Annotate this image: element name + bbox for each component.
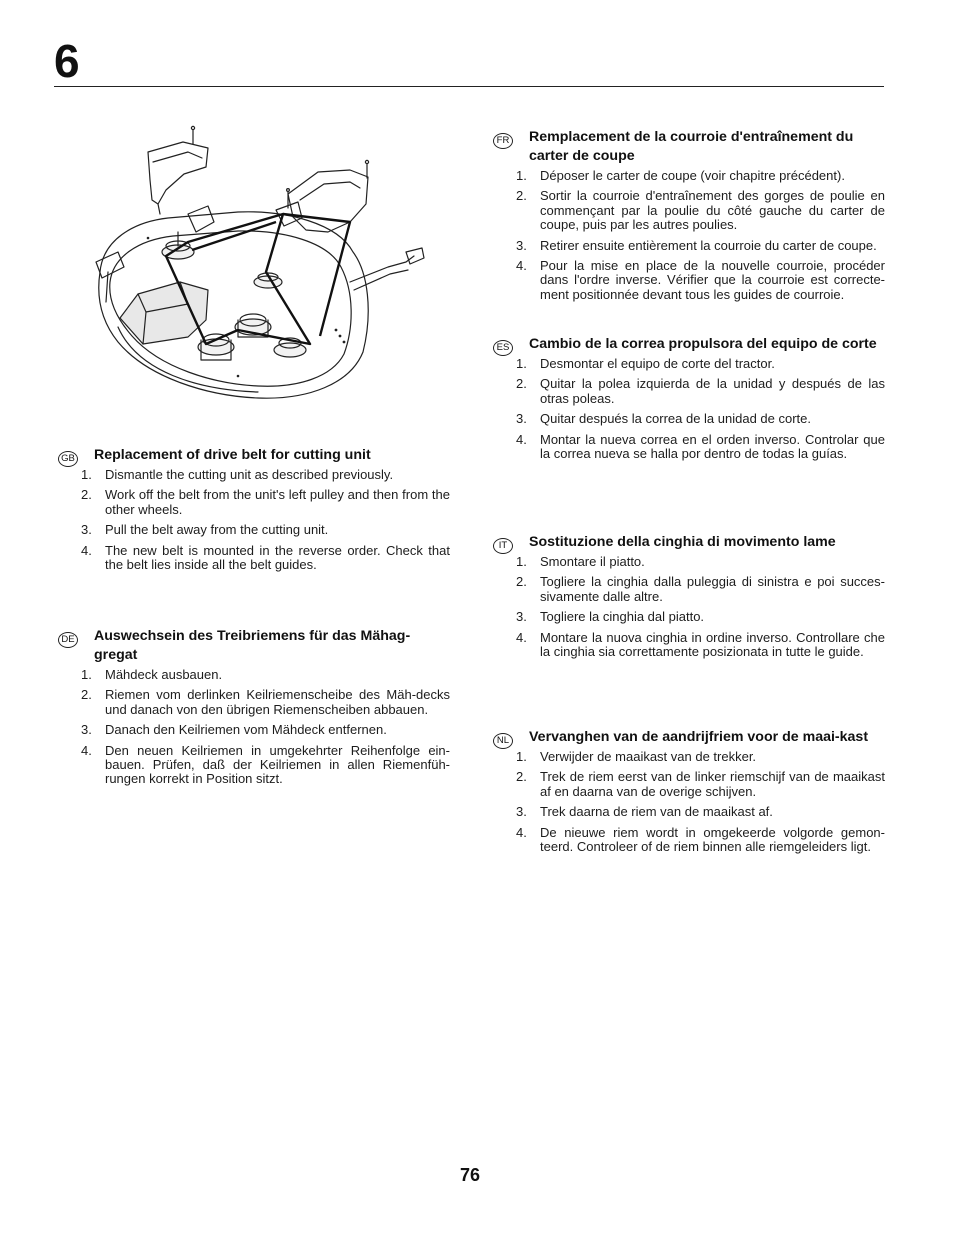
steps-fr xyxy=(491,169,885,302)
cutting-deck-illustration xyxy=(88,122,433,412)
list-item: 3. Danach den Keilriemen vom Mähdeck entfernen. xyxy=(81,722,387,738)
list-item: 2. Togliere la cinghia dalla puleggia di sinistra e poi succes-sivamente dalle altre. xyxy=(516,574,885,604)
list-item: 1. Verwijder de maaikast van de trekker. xyxy=(516,749,757,764)
section-title-nl: Vervanghen van de aandrijfriem voor de maai-kast xyxy=(529,729,869,745)
section-it xyxy=(491,533,885,659)
list-item: 3. Togliere la cinghia dal piatto. xyxy=(516,609,705,625)
steps-es xyxy=(491,357,885,461)
list-item: 3. Pull the belt away from the cutting unit. xyxy=(81,522,329,538)
list-item: 2. Work off the belt from the unit's left pulley and then from the other wheels. xyxy=(81,487,450,517)
list-item: 2. Trek de riem eerst van de linker riemschijf van de maaikast af en daarna van de overige schijven. xyxy=(516,769,885,799)
steps-it xyxy=(491,555,885,659)
section-title-fr: Remplacement de la courroie d'entraînement du carter de coupe xyxy=(529,129,854,164)
section-title-es: Cambio de la correa propulsora del equipo de corte xyxy=(529,336,877,352)
list-item: 1. Déposer le carter de coupe (voir chapitre précédent). xyxy=(516,168,845,183)
steps-de xyxy=(56,668,450,787)
list-item: 1. Mähdeck ausbauen. xyxy=(81,667,223,682)
list-item: 4. Pour la mise en place de la nouvelle courroie, procéder dans l'ordre inverse. Vérifier que la courroie est correcte-ment positionnée devant tous les guides de courroie. xyxy=(516,258,885,302)
lang-badge-de: DE xyxy=(58,632,78,648)
list-item: 4. Den neuen Keilriemen in umgekehrter Reihenfolge ein-bauen. Prüfen, daß der Keilriemen in allen Riemenfüh-rungen korrekt in Position sitzt. xyxy=(81,742,450,787)
list-item: 1. Desmontar el equipo de corte del tractor. xyxy=(516,356,775,371)
section-nl xyxy=(491,728,885,854)
list-item: 2. Riemen vom derlinken Keilriemenscheibe des Mäh-decks und danach von den übrigen Riemenscheiben abbauen. xyxy=(81,687,450,717)
list-item: 2. Quitar la polea izquierda de la unidad y después de las otras poleas. xyxy=(516,376,885,406)
header-rule xyxy=(54,86,884,87)
lang-badge-gb: GB xyxy=(58,451,78,467)
section-fr xyxy=(491,128,885,302)
list-item: 3. Retirer ensuite entièrement la courroie du carter de coupe. xyxy=(516,237,877,253)
section-title-de: Auswechsein des Treibriemens für das Mähag-gregat xyxy=(94,628,411,663)
list-item: 1. Smontare il piatto. xyxy=(516,554,645,569)
lang-badge-es: ES xyxy=(493,340,513,356)
steps-nl xyxy=(491,750,885,854)
list-item: 2. Sortir la courroie d'entraînement des gorges de poulie en commençant par la poulie du côté gauche du carter de coupe, puis par les autres poulies. xyxy=(516,188,885,233)
section-gb xyxy=(56,446,450,572)
lang-badge-nl: NL xyxy=(493,733,513,749)
list-item: 3. Quitar después la correa de la unidad de corte. xyxy=(516,411,812,427)
steps-gb xyxy=(56,468,450,572)
section-de xyxy=(56,627,450,787)
list-item: 4. Montar la nueva correa en el orden inverso. Controlar que la correa nueva se halla por dentro de todas la guías. xyxy=(516,431,885,462)
page-number: 76 xyxy=(459,1165,481,1185)
list-item: 1. Dismantle the cutting unit as described previously. xyxy=(81,467,394,482)
section-title-it: Sostituzione della cinghia di movimento lame xyxy=(529,534,836,550)
list-item: 4. Montare la nuova cinghia in ordine inverso. Controllare che la cinghia sia correttamente posizionata in tutte le guide. xyxy=(516,629,885,660)
section-es xyxy=(491,335,885,461)
lang-badge-fr: FR xyxy=(493,133,513,149)
section-title-gb: Replacement of drive belt for cutting unit xyxy=(94,447,371,463)
lang-badge-it: IT xyxy=(493,538,513,554)
chapter-number: 6 xyxy=(54,35,80,87)
list-item: 4. De nieuwe riem wordt in omgekeerde volgorde gemon-teerd. Controleer of de riem binnen alle riemgeleiders ligt. xyxy=(516,824,885,855)
list-item: 4. The new belt is mounted in the reverse order. Check that the belt lies inside all the belt guides. xyxy=(81,542,450,573)
list-item: 3. Trek daarna de riem van de maaikast af. xyxy=(516,804,773,820)
